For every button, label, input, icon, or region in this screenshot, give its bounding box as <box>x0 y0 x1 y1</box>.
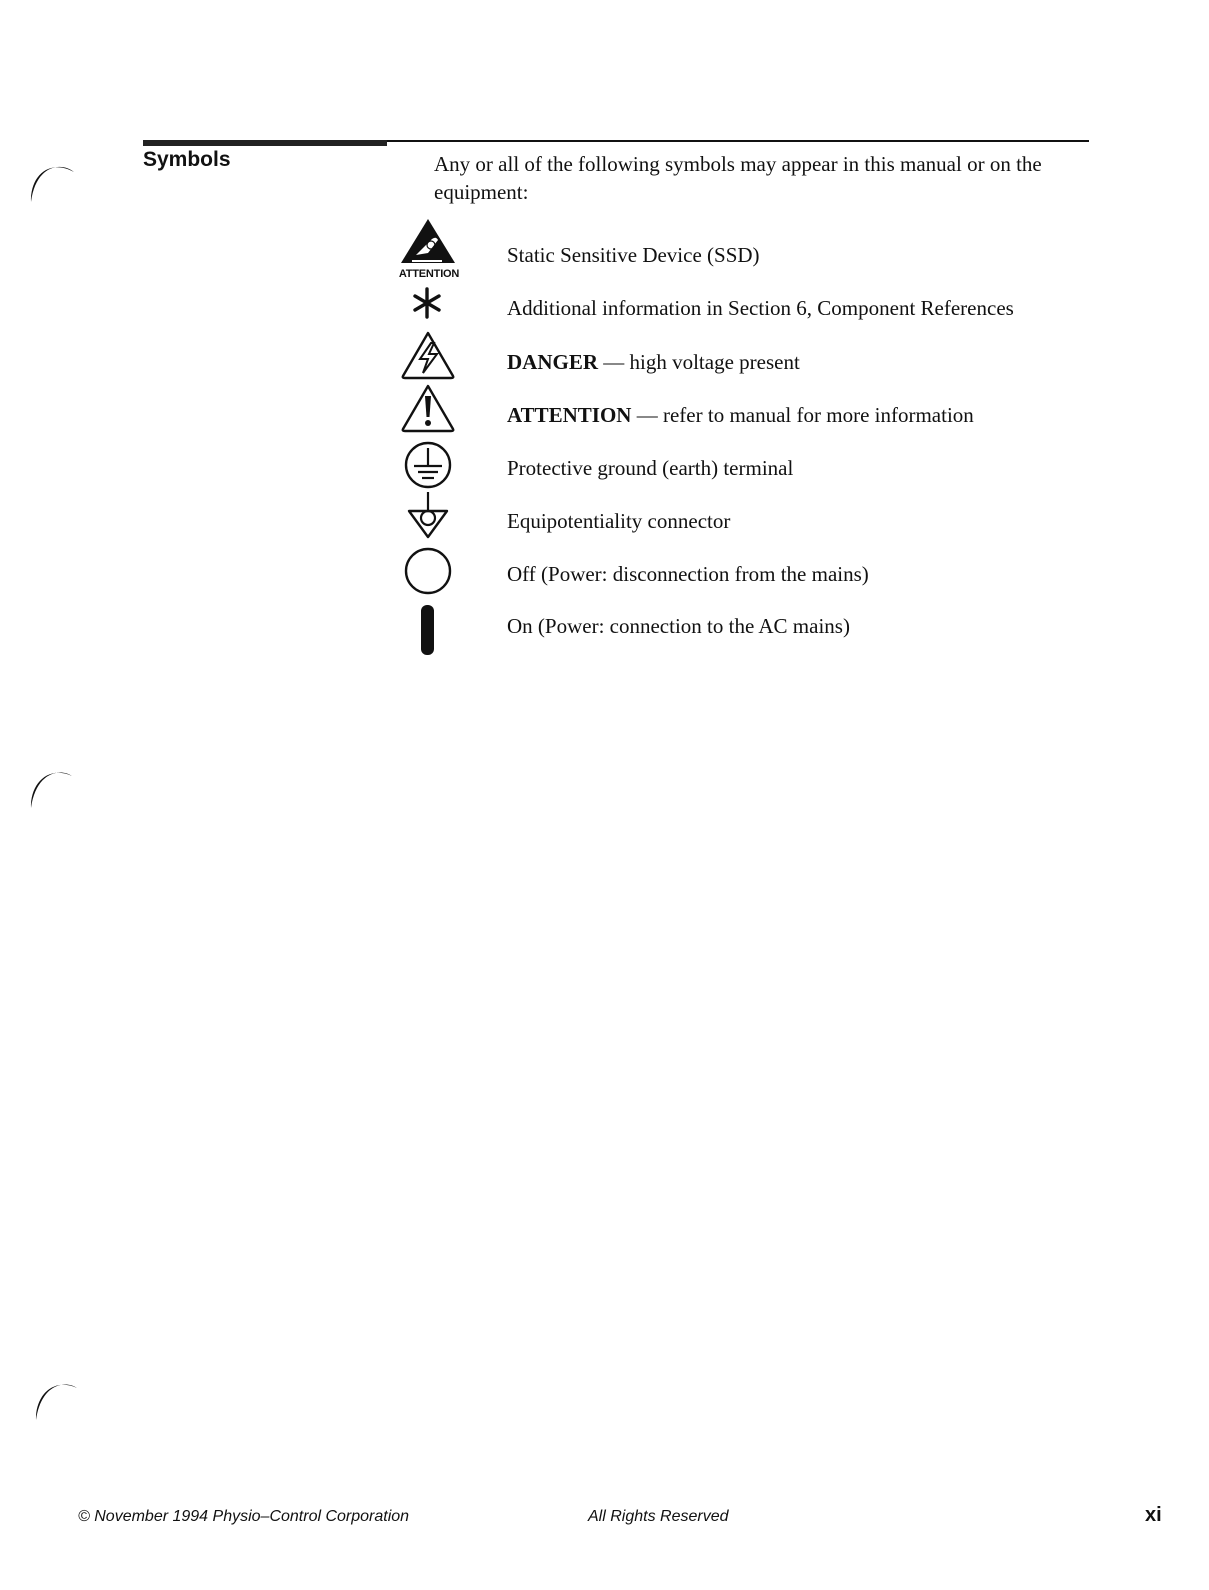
ssd-icon-caption: ATTENTION <box>398 268 460 280</box>
symbol-description <box>507 509 730 534</box>
footer-copyright: © November 1994 Physio–Control Corporation <box>78 1508 410 1525</box>
protective-ground-icon <box>403 440 453 490</box>
symbol-description <box>507 296 1014 321</box>
power-on-icon <box>418 603 438 657</box>
symbol-text: — refer to manual for more information <box>631 403 974 427</box>
symbol-keyword: ATTENTION <box>507 403 632 427</box>
symbol-text: Additional information in Section 6, Component References <box>507 296 1014 320</box>
equipotentiality-icon <box>405 490 451 540</box>
punch-hole-mark <box>28 760 76 812</box>
symbol-text: — high voltage present <box>598 350 800 374</box>
asterisk-icon <box>411 287 443 319</box>
symbol-description <box>507 614 850 639</box>
symbol-text: Protective ground (earth) terminal <box>507 456 794 480</box>
footer-rights: All Rights Reserved <box>588 1508 729 1525</box>
symbol-text: Static Sensitive Device (SSD) <box>507 243 760 267</box>
symbol-description <box>507 350 800 375</box>
symbol-description <box>507 403 974 428</box>
section-heading-bar <box>143 140 387 146</box>
high-voltage-icon <box>400 330 456 380</box>
power-off-icon <box>403 546 453 596</box>
page-number: xi <box>1145 1504 1162 1526</box>
symbol-description <box>507 562 869 587</box>
symbol-text: Equipotentiality connector <box>507 509 731 533</box>
punch-hole-mark <box>28 152 76 204</box>
exclamation-triangle-icon <box>400 383 456 433</box>
section-title: Symbols <box>143 148 231 171</box>
symbol-text: On (Power: connection to the AC mains) <box>507 614 850 638</box>
symbol-keyword: DANGER <box>507 350 599 374</box>
intro-paragraph: Any or all of the following symbols may appear in this manual or on the equipment: <box>434 152 1042 204</box>
punch-hole-mark <box>33 1372 81 1424</box>
symbol-description <box>507 243 760 268</box>
symbol-description <box>507 456 793 481</box>
symbol-text: Off (Power: disconnection from the mains) <box>507 562 869 586</box>
static-sensitive-device-icon <box>398 217 458 267</box>
